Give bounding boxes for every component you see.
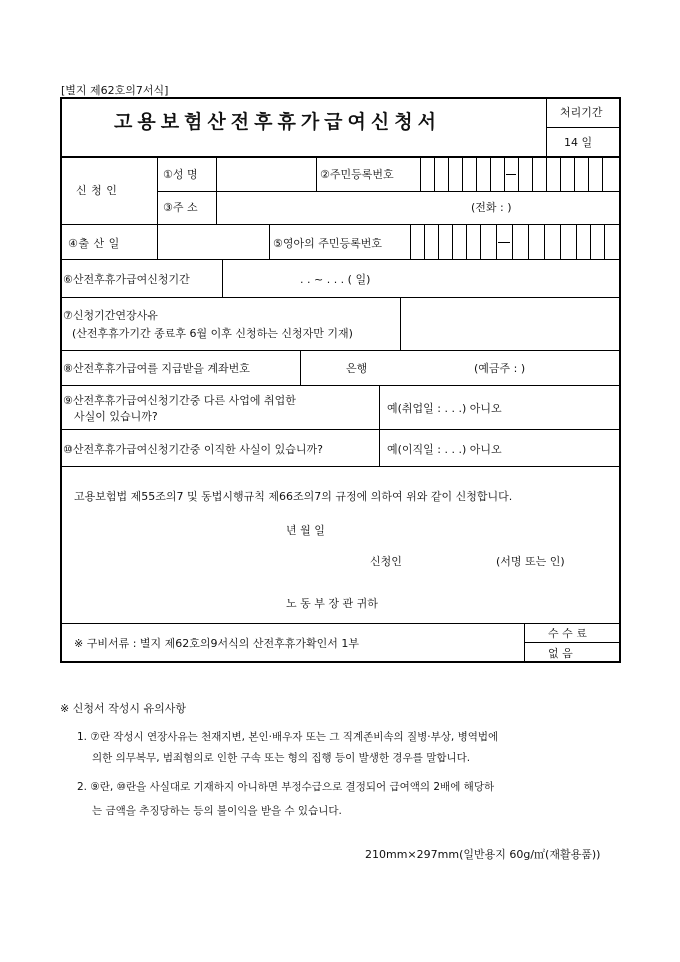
bank-label: 은행 xyxy=(346,362,368,375)
infant-rrn-label: ⑤영아의 주민등록번호 xyxy=(273,237,382,250)
rrn-box-line xyxy=(546,157,547,191)
rrn-box-line xyxy=(496,225,497,260)
declaration-date: 년 월 일 xyxy=(286,524,325,537)
rrn-box-line xyxy=(452,225,453,260)
rrn-box-line xyxy=(480,225,481,260)
applicant-row-line xyxy=(157,191,620,192)
q10-text: ⑩산전후휴가급여신청기간중 이직한 사실이 있습니까? xyxy=(63,443,323,456)
extension-col-line xyxy=(400,298,401,351)
rrn-box-line xyxy=(532,157,533,191)
q9-answer: 예(취업일 : . . .) 아니오 xyxy=(387,402,502,415)
rrn-box-line xyxy=(560,225,561,260)
rrn-box-line xyxy=(438,225,439,260)
border-top xyxy=(60,97,621,99)
fee-row-line xyxy=(524,642,620,643)
rrn-box-line xyxy=(588,157,589,191)
border-right xyxy=(619,97,621,663)
notes-heading: ※ 신청서 작성시 유의사항 xyxy=(60,702,186,715)
fee-label: 수 수 료 xyxy=(548,627,587,640)
extension-bottom-line xyxy=(60,350,621,351)
note-item-1: 1. ⑦란 작성시 연장사유는 천재지변, 본인·배우자 또는 그 직계존비속의 질병·부상, 병역법에 xyxy=(77,731,499,743)
rrn-label: ②주민등록번호 xyxy=(320,168,394,181)
border-bottom xyxy=(60,661,621,663)
processing-label: 처리기간 xyxy=(560,106,603,119)
note-item-1-cont: 의한 의무복무, 범죄혐의로 인한 구속 또는 형의 집행 등이 발생한 경우를 말합니다. xyxy=(92,752,471,764)
period-col-line xyxy=(222,260,223,298)
addressee: 노 동 부 장 관 귀하 xyxy=(286,597,378,610)
birth-col-line-2 xyxy=(269,225,270,260)
title-bottom-line xyxy=(60,156,621,158)
rrn-dash xyxy=(506,174,516,175)
signer-label: 신청인 xyxy=(370,555,402,568)
declaration-text: 고용보험법 제55조의7 및 동법시행규칙 제66조의7의 규정에 의하여 위와 같이 신청합니다. xyxy=(74,490,513,503)
birth-date-label: ④출 산 일 xyxy=(68,237,120,250)
rrn-box-line xyxy=(528,225,529,260)
rrn-box-line xyxy=(604,225,605,260)
period-value: . . ~ . . . ( 일) xyxy=(300,273,371,286)
extension-label: ⑦신청기간연장사유 xyxy=(63,309,158,322)
rrn-box-line xyxy=(512,225,513,260)
period-bottom-line xyxy=(60,297,621,298)
account-label: ⑧산전후휴가급여를 지급받을 계좌번호 xyxy=(63,362,250,375)
birth-col-line xyxy=(157,225,158,260)
note-item-2-cont: 는 금액을 추징당하는 등의 불이익을 받을 수 있습니다. xyxy=(92,805,342,817)
account-holder-label: (예금주 : ) xyxy=(474,362,526,375)
rrn-dash xyxy=(498,242,510,243)
name-col-line xyxy=(316,157,317,191)
rrn-box-line xyxy=(476,157,477,191)
account-bottom-line xyxy=(60,385,621,386)
account-col-line xyxy=(300,351,301,386)
note-item-2: 2. ⑨란, ⑩란을 사실대로 기재하지 아니하면 부정수급으로 결정되어 급여액의 2배에 해당하 xyxy=(77,781,495,793)
applicant-bottom-line xyxy=(60,224,621,225)
rrn-box-line xyxy=(410,225,411,260)
question-col-line xyxy=(379,386,380,467)
attachments-top-line xyxy=(60,623,621,624)
phone-label: (전화 : ) xyxy=(471,201,512,214)
rrn-box-line xyxy=(448,157,449,191)
name-label: ①성 명 xyxy=(163,168,198,181)
rrn-box-line xyxy=(574,157,575,191)
paper-spec: 210mm×297mm(일반용지 60g/㎡(재활용품)) xyxy=(365,848,601,861)
q9-text: ⑨산전후휴가급여신청기간중 다른 사업에 취업한 xyxy=(63,394,296,407)
birth-bottom-line xyxy=(60,259,621,260)
rrn-box-line xyxy=(602,157,603,191)
rrn-box-line xyxy=(518,157,519,191)
rrn-box-line xyxy=(462,157,463,191)
extension-note: (산전후휴가기간 종료후 6월 이후 신청하는 신청자만 기재) xyxy=(72,327,353,340)
rrn-box-line xyxy=(424,225,425,260)
q9-text-cont: 사실이 있습니까? xyxy=(74,410,158,423)
period-label: ⑥산전후휴가급여신청기간 xyxy=(63,273,190,286)
rrn-box-line xyxy=(590,225,591,260)
rrn-box-line xyxy=(420,157,421,191)
rrn-box-line xyxy=(504,157,505,191)
q10-answer: 예(이직일 : . . .) 아니오 xyxy=(387,443,502,456)
signature-placeholder: (서명 또는 인) xyxy=(496,555,565,568)
rrn-box-line xyxy=(576,225,577,260)
form-title: 고용보험산전후휴가급여신청서 xyxy=(114,111,441,133)
applicant-section-label: 신 청 인 xyxy=(76,184,118,197)
processing-divider xyxy=(546,127,620,128)
rrn-box-line xyxy=(434,157,435,191)
form-reference: [별지 제62호의7서식] xyxy=(61,84,169,97)
fee-value: 없 음 xyxy=(548,647,573,660)
attachments-text: ※ 구비서류 : 별지 제62호의9서식의 산전후휴가확인서 1부 xyxy=(74,637,360,650)
rrn-box-line xyxy=(544,225,545,260)
q10-bottom-line xyxy=(60,466,621,467)
rrn-box-line xyxy=(490,157,491,191)
q9-bottom-line xyxy=(60,429,621,430)
border-left xyxy=(60,97,62,663)
rrn-box-line xyxy=(466,225,467,260)
processing-value: 14 일 xyxy=(564,136,593,149)
address-label: ③주 소 xyxy=(163,201,198,214)
rrn-box-line xyxy=(560,157,561,191)
